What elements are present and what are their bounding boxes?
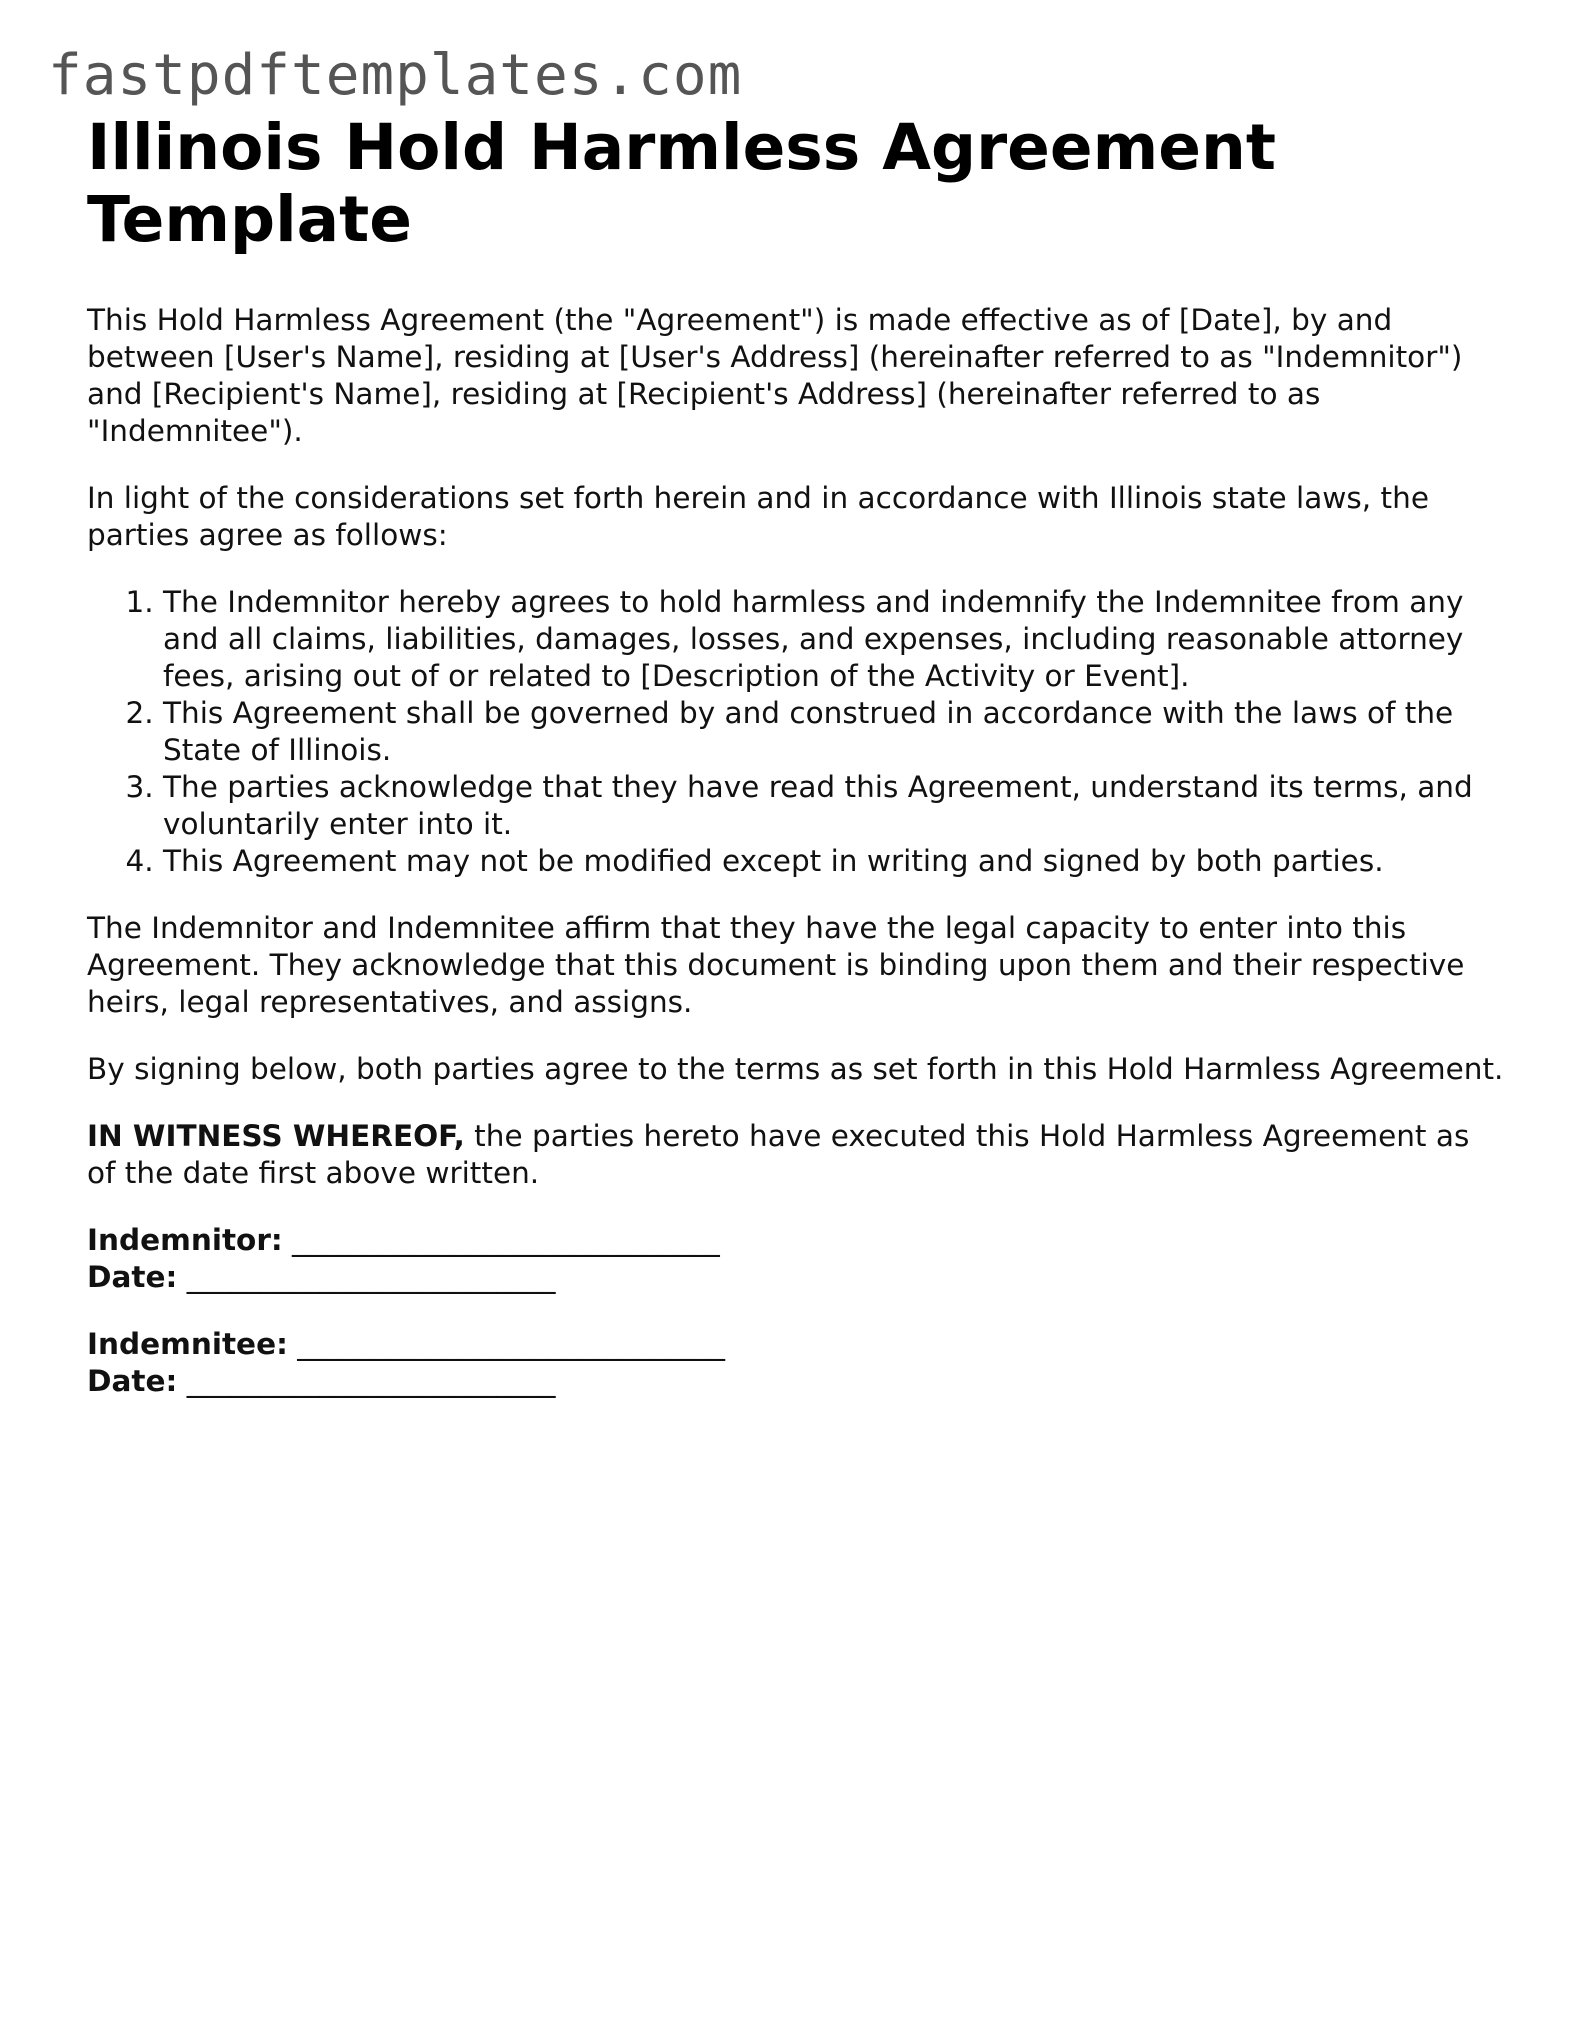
witness-lead: IN WITNESS WHEREOF, [87,1119,465,1153]
document-body [87,112,1507,1430]
indemnitee-label: Indemnitee: [87,1327,288,1361]
watermark: fastpdftemplates.com [48,43,743,108]
indemnitor-blank: _____________________________ [282,1223,720,1257]
witness-text: the parties hereto have executed this Hold Harmless Agreement as of the date first above written. [87,1119,1470,1190]
signing-note-paragraph: By signing below, both parties agree to the terms as set forth in this Hold Harmless Agreement. [87,1052,1504,1086]
indemnitee-signature-block [87,1326,1507,1400]
indemnitee-date-blank: _________________________ [177,1364,556,1398]
term-item-3: 3. The parties acknowledge that they have read this Agreement, understand its terms, and voluntarily enter into it. [163,769,1507,843]
term-item-1: 1. The Indemnitor hereby agrees to hold harmless and indemnify the Indemnitee from any and all claims, liabilities, damages, losses, and expenses, including reasonable attorney fees, arising out of or related to [Description of the Activity or Event]. [163,584,1507,695]
indemnitee-date-line[interactable] [87,1363,1507,1400]
intro-paragraph: This Hold Harmless Agreement (the "Agreement") is made effective as of [Date], by and between [User's Name], residing at [User's Address] (hereinafter referred to as "Indemnitor") and [Recipient's Name], residing at [Recipient's Address] (hereinafter referred to as "Indemnitee"). [87,303,1463,448]
considerations-paragraph: In light of the considerations set forth herein and in accordance with Illinois state laws, the parties agree as follows: [87,481,1429,552]
indemnitor-date-line[interactable] [87,1259,1507,1296]
indemnitee-date-label: Date: [87,1364,178,1398]
indemnitor-date-label: Date: [87,1260,178,1294]
indemnitee-blank: _____________________________ [287,1327,726,1361]
term-item-4: 4. This Agreement may not be modified except in writing and signed by both parties. [163,843,1507,880]
term-item-2: 2. This Agreement shall be governed by and construed in accordance with the laws of the State of Illinois. [163,695,1507,769]
document-title: Illinois Hold Harmless Agreement Template [87,111,1276,256]
indemnitor-date-blank: _________________________ [177,1260,556,1294]
indemnitor-signature-block [87,1222,1507,1296]
terms-list [87,584,1507,880]
indemnitor-signature-line[interactable] [87,1222,1507,1259]
indemnitee-signature-line[interactable] [87,1326,1507,1363]
indemnitor-label: Indemnitor: [87,1223,283,1257]
capacity-paragraph: The Indemnitor and Indemnitee affirm that they have the legal capacity to enter into this Agreement. They acknowledge that this document is binding upon them and their respective heirs, legal representatives, and assigns. [87,911,1465,1019]
witness-paragraph [87,1118,1507,1192]
